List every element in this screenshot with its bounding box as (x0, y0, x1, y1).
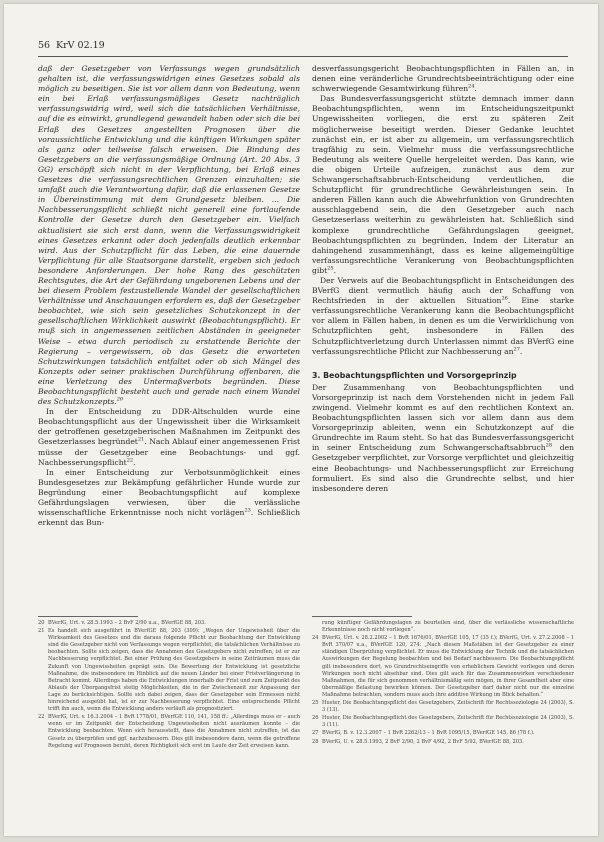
footnotes-left (38, 620, 300, 751)
footnote (312, 620, 574, 634)
footnote-text: rung künftiger Gefährdungslagen zu beurteilen sind, über die verlässliche wissenschaftliche Erkenntnisse noch nicht vorliegen“. (322, 620, 574, 634)
document-page (4, 4, 598, 836)
paragraph: Der Zusammenhang von Beobachtungspflichten und Vorsorgeprinzip ist nach dem Vorstehenden nicht in jedem Fall zwingend. Vielmehr kommt es auf den rechtlichen Kontext an. Beobachtungspflichten lassen sich vor allem dann aus dem Vorsorgeprinzip ableiten, wenn ein Schutzkonzept auf die Grundrechte im Raum steht. So hat das Bundesverfassungsgericht in seiner Entscheidung zum Schwangerschaftsabbruch$^{28}$ den Gesetzgeber verpflichtet, zur Vorsorge verpflichtet und gleichzeitig eine Beobachtungs- und Nachbesserungspflicht zur Erreichung formuliert. Es sind also die Grundrechte selbst, und hier insbesondere deren (312, 382, 574, 493)
footnote (38, 714, 300, 749)
footnote-text: BVerfG, Urt. v. 28.2.2002 – 1 BvR 1676/01, BVerfGE 105, 17 (35 f.); BVerfG, Urt. v. 27.2.2008 – 1 BvR 370/07 u.a., BVerfGE 120, 274: „Nach diesen Maßstäben ist der Gesetzgeber zu einer ständigen Überprüfung verpflichtet. Er muss die Entwicklung der Technik und die tatsächlichen Auswirkungen der Regelung beobachten und bei Bedarf nachbessern. Die Beobachtungspflicht gilt insbesondere dort, wo Grundrechtseingriffe von erheblichem Gewicht vorliegen und deren Wirkungen noch nicht absehbar sind. Dies gilt auch für das Zusammenwirken verschiedener Maßnahmen, die für sich genommen verhältnismäßig sein mögen, in ihrer Gesamtheit aber eine übermäßige Belastung bewirken können. Der Gesetzgeber darf daher nicht nur die einzelne Maßnahme betrachten, sondern muss auch ihre additive Wirkung im Blick behalten.“ (322, 635, 574, 698)
footnote (312, 635, 574, 699)
footnote-number: 22 (38, 714, 45, 721)
footnote (312, 715, 574, 729)
paragraph: Das Bundesverfassungsgericht stützte demnach immer dann Beobachtungspflichten, wenn im Entscheidungszeitpunkt Ungewissheiten vorliegen, die erst zu späteren Zeit möglicherweise beseitigt werden. Dieser Gedanke leuchtet zunächst ein, er ist aber zu allgemein, um verfassungsrechtlich tragfähig zu sein. Vielmehr muss die verfassungsrechtliche Bedeutung als weitere Quelle hergeleitet werden. Das kann, wie die obigen Urteile aufzeigen, zunächst aus dem zur Schwangerschaftsabbruch-Entscheidung verdeutlichen, die Schutzpflicht für grundrechtliche Gewährleistungen sein. In anderen Fällen kann auch die Abwehrfunktion von Grundrechten ausschlaggebend sein, die den Gesetzgeber auch nach Gesetzeserlass weiterhin zu gewährleisten hat. Schließlich sind komplexe grundrechtliche Gefährdungslagen geeignet, Beobachtungspflichten zu begründen. Indem der Literatur an dahingehend zusammenhängt, dass es keine allgemeingültige verfassungsrechtliche Verankerung von Beobachtungspflichten gibt$^{25}$. (312, 94, 574, 275)
paragraph: daß der Gesetzgeber von Verfassungs wegen grundsätzlich gehalten ist, die verfassungswidrigen eines Gesetzes sobald als möglich zu beseitigen. Sie ist vor allem dann von Bedeutung, wenn ein bei Erlaß verfassungsmäßiges Gesetz nachträglich verfassungswidrig wird, weil sich die tatsächlichen Verhältnisse, auf die es einwirkt, grundlegend gewandelt haben oder sich die bei Erlaß des Gesetzes angestellten Prognosen über die voraussichtliche Entwicklung und die künftigen Wirkungen später als ganz oder teilweise falsch erweisen. Die Bindung des Gesetzgebers an die verfassungsmäßige Ordnung (Art. 20 Abs. 3 GG) erschöpft sich nicht in der Verpflichtung, bei Erlaß eines Gesetzes die verfassungsrechtlichen Grenzen einzuhalten; sie umfaßt auch die Verantwortung dafür, daß die erlassenen Gesetze in Übereinstimmung mit dem Grundgesetz bleiben. ... Die Nachbesserungspflicht schließt nicht generell eine fortlaufende Kontrolle der Gesetze durch den Gesetzgeber ein. Vielfach aktualisiert sie sich erst dann, wenn die Verfassungswidrigkeit eines Gesetzes erkannt oder doch jedenfalls deutlich erkennbar wird. Aus der Schutzpflicht für das Leben, die eine dauernde Verpflichtung für alle Staatsorgane darstellt, ergeben sich jedoch besondere Anforderungen. Der hohe Rang des geschützten Rechtsgutes, die Art der Gefährdung ungeborenen Lebens und der bei diesem Problem festzustellende Wandel der gesellschaftlichen Verhältnisse und Anschauungen erfordern es, daß der Gesetzgeber beobachtet, wie sich sein gesetzliches Schutzkonzept in der gesellschaftlichen Wirklichkeit auswirkt (Beobachtungspflicht). Er muß sich in angemessenen zeitlichen Abständen in geeigneter Weise – etwa durch periodisch zu erstattende Berichte der Regierung – vergewissern, ob das Gesetz die erwarteten Schutzwirkungen tatsächlich entfaltet oder ob sich Mängel des Konzepts oder seiner praktischen Durchführung offenbaren, die eine Verletzung des Untermaßverbots begründen. Diese Beobachtungspflicht besteht auch und gerade nach einem Wandel des Schutzkonzepts.$^{20}$ (38, 64, 300, 407)
footnote (38, 620, 300, 627)
footnote (312, 730, 574, 737)
footnote-text: Huster, Die Beobachtungspflicht des Gesetzgebers, Zeitschrift für Rechtssoziologie 24 (2003), S. 3 (13). (322, 700, 574, 714)
journal-name: KrV 02.19 (56, 40, 105, 51)
footnote-text: BVerfG, Urt. v. 28.5.1993 – 2 BvF 2/90 u.a., BVerfGE 88, 203. (48, 620, 206, 626)
footnote-number: 25 (312, 700, 319, 707)
footnote-number: 20 (38, 620, 45, 626)
right-column (312, 64, 574, 494)
footnote-rule (312, 616, 412, 617)
footnote-text: BVerfG, B. v. 12.3.2007 – 1 BvR 2262/13 – 1 BvR 1095/15, BVerfGE 145, 86 (78 f.). (322, 730, 535, 737)
header-rule (38, 56, 568, 57)
footnote-rule (38, 616, 138, 617)
page-header (38, 40, 568, 54)
footnote-number: 26 (312, 715, 319, 722)
footnote (312, 700, 574, 714)
paragraph: desverfassungsgericht Beobachtungspflichten in Fällen an, in denen eine veränderliche Grundrechtsbeeinträchtigung oder eine schwerwiegende Gesamtwirkung führen$^{24}$. (312, 64, 574, 94)
footnote (38, 628, 300, 713)
left-column (38, 64, 300, 528)
paragraph: Der Verweis auf die Beobachtungspflicht in Entscheidungen des BVerfG dient vermutlich häufig auch der Schaffung von Rechtsfrieden in der aktuellen Situation$^{26}$. Eine starke verfassungsrechtliche Verankerung kann die Beobachtungspflicht vor allem in Fällen haben, in denen es um die Verwirklichung von Schutzpflichten geht, insbesondere in Fällen des Schutzpflichtverletzung durch Unterlassen nimmt das BVerfG eine verfassungsrechtliche Pflicht zur Nachbesserung $an^{27}$. (312, 275, 574, 356)
footnote-text: BVerfG, U. v. 28.5.1993, 2 BvF 2/90, 2 BvF 4/92, 2 BvF 5/92, BVerfGE 88, 203. (322, 738, 524, 745)
footnote-text: BVerfG, Urt. v. 16.3.2004 – 1 BvR 1778/01, BVerfGE 110, 141, 158 ff.: „Allerdings muss er – auch wenn er im Zeitpunkt der Entscheidung Ungewissheiten nicht ausräumen konnte – die Entwicklung beobachten. Wenn sich herausstellt, dass die Annahmen nicht zutreffen, ist das Gesetz zu überprüfen und ggf. nachzubessern. Dies gilt insbesondere dann, wenn die getroffene Regelung auf Prognosen beruht, deren Richtigkeit sich erst im Laufe der Zeit erweisen kann. (48, 714, 300, 749)
page-number: 56 (38, 40, 51, 51)
footnote-text: Huster, Die Beobachtungspflicht des Gesetzgebers, Zeitschrift für Rechtssoziologie 24 (2003), S. 3 (11). (322, 715, 574, 729)
footnote-number: 27 (312, 730, 319, 737)
footnote (312, 739, 574, 746)
paragraph: In einer Entscheidung zur Verbotsunmöglichkeit eines Bundesgesetzes zur Bekämpfung gefährlicher Hunde wurde zur Begründung einer Beobachtungspflicht auf komplexe Gefährdungslagen verwiesen, über die verlässliche wissenschaftliche Erkenntnisse noch nicht vorlägen$^{23}$. Schließlich erkennt das Bun- (38, 467, 300, 528)
section-heading: 3. Beobachtungspflichten und Vorsorgeprinzip (312, 370, 517, 380)
footnotes-right (312, 620, 574, 747)
footnote-number: 24 (312, 635, 319, 642)
footnote-number: 21 (38, 628, 45, 635)
footnote-text: Es handelt sich ausgeführt in BVerfGE 88, 203 (309): „Wegen der Ungewissheit über die Wirksamkeit des Gesetzes und die daraus folgende Pflicht zur Beobachtung der Entwicklung sind die Gesetzgeber nicht von Verfassungs wegen verpflichtet, die tatsächlichen Verhältnisse zu beobachten. Sollte sich zeigen, dass die Annahmen des Gesetzgebers nicht zutreffen, ist er zur Nachbesserung verpflichtet. Bei einer Prüfung des Gesetzgebers in seine Zeiträumen muss die Zukunft von Ungewissheiten geprägt sein. Die Bewertung der Entwicklung ist gesetzliche Maßnahme, die insbesondere im Hinblick auf die neuen Länder bei einer Fristverlängerung in Betracht kommt. Allerdings haben die Entwicklungen innerhalb der Frist und zum Zeitpunkt des Ablaufs der Übergangsfrist stetig Möglichkeiten, die in der Zwischenzeit zur Anpassung der Lage zu berücksichtigen. Sollte sich dabei zeigen, dass der Gesetzgeber sein Ermessen nicht hinreichend ausgeübt hat, ist er zur Nachbesserung verpflichtet. Eine entsprechende Pflicht trifft ihn auch, wenn die Entwicklung anders verläuft als prognostiziert. (48, 628, 300, 713)
footnote-number: 28 (312, 738, 319, 745)
paragraph: In der Entscheidung zu DDR-Altschulden wurde eine Beobachtungspflicht aus der Ungewissheit über die Wirksamkeit der getroffenen gesetzgeberischen Maßnahmen im Zeitpunkt des Gesetzerlasses begründet$^{21}$. Nach Ablauf einer angemessenen Frist müsse der Gesetzgeber eine Beobachtungs- und ggf. Nachbesserungspflicht$^{22}$. (38, 407, 301, 467)
